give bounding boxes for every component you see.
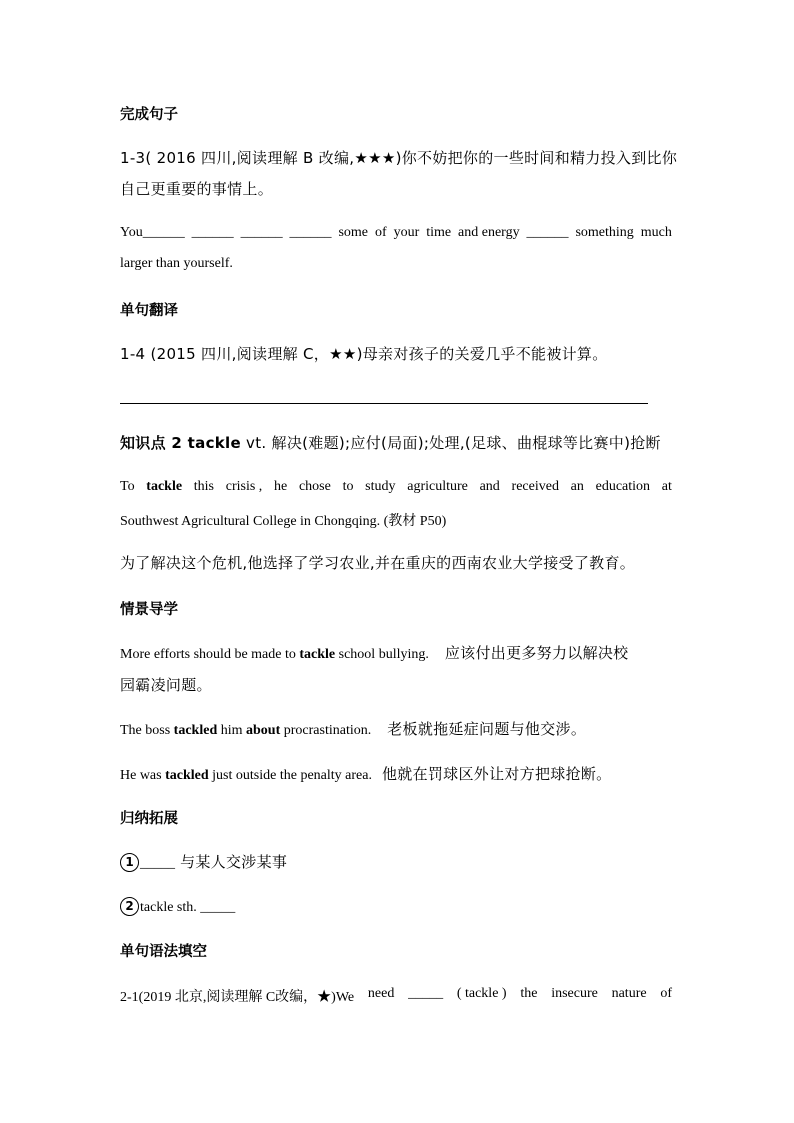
q21words-word: of [660, 986, 672, 1001]
exwords-word: study [365, 479, 396, 494]
question-2-1 [120, 986, 672, 1006]
knowledge-point-label: 知识点 2 tackle [120, 434, 241, 452]
q13words-word: time [426, 225, 452, 240]
exwords-word: he [274, 479, 288, 494]
answer-line [120, 403, 648, 404]
q13words-word: ______ [289, 225, 332, 240]
q21words-word: _____ [408, 986, 444, 1001]
q13words-word: of [374, 225, 387, 240]
question-1-3-line2: 自己更重要的事情上。 [120, 180, 274, 198]
question-1-3-line1: 1-3( 2016 四川,阅读理解 B 改编,★★★)你不妨把你的一些时间和精力投入到比你 [120, 149, 678, 167]
q13words-word: ______ [526, 225, 569, 240]
exwords-word: To [120, 479, 135, 494]
knowledge-point-2 [120, 432, 661, 453]
extension-item-2: 2 tackle sth. _____ [120, 896, 235, 916]
exwords-word: chose [298, 479, 331, 494]
exwords-word: tackle [146, 479, 183, 494]
example-sentence-line1 [120, 479, 672, 495]
q21words-word: the [520, 986, 538, 1001]
q13words-word: ______ [191, 225, 234, 240]
scenario-sentence-2: The boss tackled him about procrastination. 老板就拖延症问题与他交涉。 [120, 720, 587, 738]
exwords-word: received [511, 479, 559, 494]
example-sentence-line2: Southwest Agricultural College in Chongqing. (教材 P50) [120, 514, 447, 529]
scenario-sentence-3: He was tackled just outside the penalty area. 他就在罚球区外让对方把球抢断。 [120, 765, 612, 783]
q13words-word: much [640, 225, 672, 240]
q13words-word: something [575, 225, 634, 240]
heading-scenario-guide: 情景导学 [120, 602, 178, 618]
exwords-word: and [479, 479, 500, 494]
exwords-word: an [570, 479, 584, 494]
exwords-word: crisis , [225, 479, 263, 494]
extension-item-1: 1 _____ 与某人交涉某事 [120, 851, 287, 872]
q13words-word: You______ [120, 225, 185, 240]
q13words-word: some [338, 225, 369, 240]
exwords-word: education [595, 479, 651, 494]
question-1-4: 1-4 (2015 四川,阅读理解 C，★★)母亲对孩子的关爱几乎不能被计算。 [120, 345, 608, 363]
heading-summary: 归纳拓展 [120, 811, 178, 827]
exwords-word: agriculture [407, 479, 468, 494]
scenario-sentence-1-cont: 园霸凌问题。 [120, 676, 212, 694]
q21words-word: insecure [551, 986, 598, 1001]
q13words-word: your [393, 225, 420, 240]
q21words-word: need [367, 986, 395, 1001]
scenario-sentence-1: More efforts should be made to tackle school bullying. 应该付出更多努力以解决校 [120, 644, 629, 662]
question-1-3-english [120, 225, 672, 241]
q21words-word: 2-1(2019 北京,阅读理解 C改编，★)We [120, 990, 355, 1005]
exwords-word: this [193, 479, 215, 494]
q21words-word: nature [611, 986, 647, 1001]
example-translation: 为了解决这个危机,他选择了学习农业,并在重庆的西南农业大学接受了教育。 [120, 554, 636, 572]
question-1-3-english-line2: larger than yourself. [120, 256, 233, 271]
exwords-word: to [342, 479, 354, 494]
q21words-word: ( tackle ) [456, 986, 507, 1001]
exwords-word: at [661, 479, 672, 494]
circled-number-1: 1 [120, 853, 139, 872]
knowledge-point-definition: vt. 解决(难题);应付(局面);处理,(足球、曲棍球等比赛中)抢断 [240, 434, 661, 452]
heading-complete-sentences: 完成句子 [120, 107, 178, 123]
q13words-word: ______ [240, 225, 283, 240]
heading-sentence-translation: 单句翻译 [120, 303, 178, 319]
q13words-word: and energy [458, 225, 520, 240]
circled-number-2: 2 [120, 897, 139, 916]
heading-grammar-fill: 单句语法填空 [120, 944, 207, 960]
